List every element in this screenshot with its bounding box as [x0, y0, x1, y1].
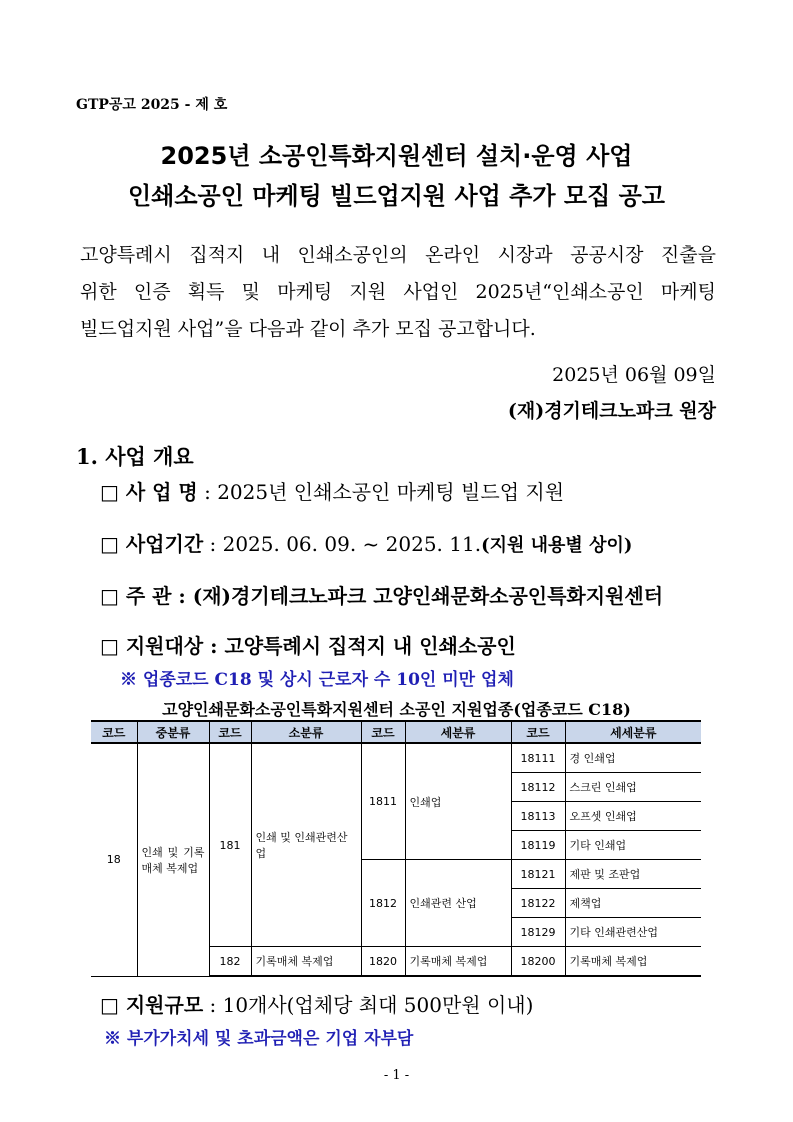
notice-date: 2025년 06월 09일: [552, 364, 716, 386]
item-label: □ 주 관: [100, 584, 172, 608]
detail-name-cell: 제판 및 조판업: [565, 860, 701, 889]
group-code-cell: 1811: [361, 743, 405, 860]
detail-code-cell: 18119: [511, 831, 565, 860]
item-support-scale: [100, 989, 533, 1018]
item-value: : 2025. 06. 09. ~ 2025. 11.: [203, 532, 482, 556]
item-value: : 10개사(업체당 최대 500만원 이내): [203, 993, 534, 1017]
item-label: □ 지원대상: [100, 634, 204, 658]
item-organizer: [100, 580, 663, 609]
detail-code-cell: 18200: [511, 947, 565, 977]
detail-name-cell: 기타 인쇄관련산업: [565, 918, 701, 947]
notice-title-line2: 인쇄소공인 마케팅 빌드업지원 사업 추가 모집 공고: [128, 182, 665, 210]
item-note: (지원 내용별 상이): [481, 535, 633, 556]
item-label: □ 사업기간: [100, 532, 204, 556]
header-cell: 세분류: [405, 721, 511, 743]
target-note: ※ 업종코드 C18 및 상시 근로자 수 10인 미만 업체: [120, 670, 514, 690]
detail-name-cell: 기록매체 복제업: [565, 947, 701, 977]
detail-code-cell: 18121: [511, 860, 565, 889]
intro-line1: 고양특례시 집적지 내 인쇄소공인의 온라인 시장과 공공시장 진출을: [80, 244, 716, 266]
item-label: □ 지원규모: [100, 993, 204, 1017]
page-number: - 1 -: [383, 1068, 410, 1083]
detail-code-cell: 18112: [511, 773, 565, 802]
intro-line2: 위한 인증 획득 및 마케팅 지원 사업인 2025년“인쇄소공인 마케팅: [80, 281, 716, 303]
item-value: : 2025년 인쇄소공인 마케팅 빌드업 지원: [197, 480, 565, 504]
detail-name-cell: 오프셋 인쇄업: [565, 802, 701, 831]
item-project-name: [100, 476, 564, 505]
intro-line3: 빌드업지원 사업”을 다음과 같이 추가 모집 공고합니다.: [80, 318, 536, 340]
header-cell: 중분류: [137, 721, 209, 743]
detail-code-cell: 18111: [511, 743, 565, 773]
group-name-cell: 인쇄관련 산업: [405, 860, 511, 947]
header-cell: 코드: [511, 721, 565, 743]
item-target: [100, 630, 516, 659]
detail-name-cell: 제책업: [565, 889, 701, 918]
sub-name-cell: 인쇄 및 인쇄관련산업: [251, 743, 361, 947]
group-code-cell: 1820: [361, 947, 405, 977]
item-project-period: [100, 528, 632, 557]
header-cell: 코드: [91, 721, 137, 743]
table-row: [91, 743, 701, 773]
table-header-row: [91, 721, 701, 743]
detail-code-cell: 18122: [511, 889, 565, 918]
group-name-cell: 인쇄업: [405, 743, 511, 860]
issuer: (재)경기테크노파크 원장: [507, 400, 716, 422]
header-cell: 소분류: [251, 721, 361, 743]
header-cell: 코드: [209, 721, 251, 743]
sub-name-cell: 기록매체 복제업: [251, 947, 361, 977]
detail-name-cell: 기타 인쇄업: [565, 831, 701, 860]
group-name-cell: 기록매체 복제업: [405, 947, 511, 977]
group-code-cell: 1812: [361, 860, 405, 947]
item-value: : 고양특례시 집적지 내 인쇄소공인: [203, 634, 516, 658]
sub-code-cell: 182: [209, 947, 251, 977]
header-cell: 세세분류: [565, 721, 701, 743]
detail-name-cell: 경 인쇄업: [565, 743, 701, 773]
detail-name-cell: 스크린 인쇄업: [565, 773, 701, 802]
industry-code-table: [91, 720, 701, 977]
item-label: □ 사 업 명: [100, 480, 198, 504]
notice-title-line1: 2025년 소공인특화지원센터 설치·운영 사업: [160, 142, 633, 170]
header-cell: 코드: [361, 721, 405, 743]
main-name-cell: 인쇄 및 기록매체 복제업: [137, 743, 209, 976]
section-heading: 1. 사업 개요: [76, 444, 194, 469]
item-value: : (재)경기테크노파크 고양인쇄문화소공인특화지원센터: [171, 584, 664, 608]
table-title: 고양인쇄문화소공인특화지원센터 소공인 지원업종(업종코드 C18): [162, 700, 631, 719]
scale-note: ※ 부가가치세 및 초과금액은 기업 자부담: [104, 1029, 414, 1049]
detail-code-cell: 18113: [511, 802, 565, 831]
document-number: GTP공고 2025 - 제 호: [76, 97, 228, 113]
detail-code-cell: 18129: [511, 918, 565, 947]
main-code-cell: 18: [91, 743, 137, 976]
sub-code-cell: 181: [209, 743, 251, 947]
